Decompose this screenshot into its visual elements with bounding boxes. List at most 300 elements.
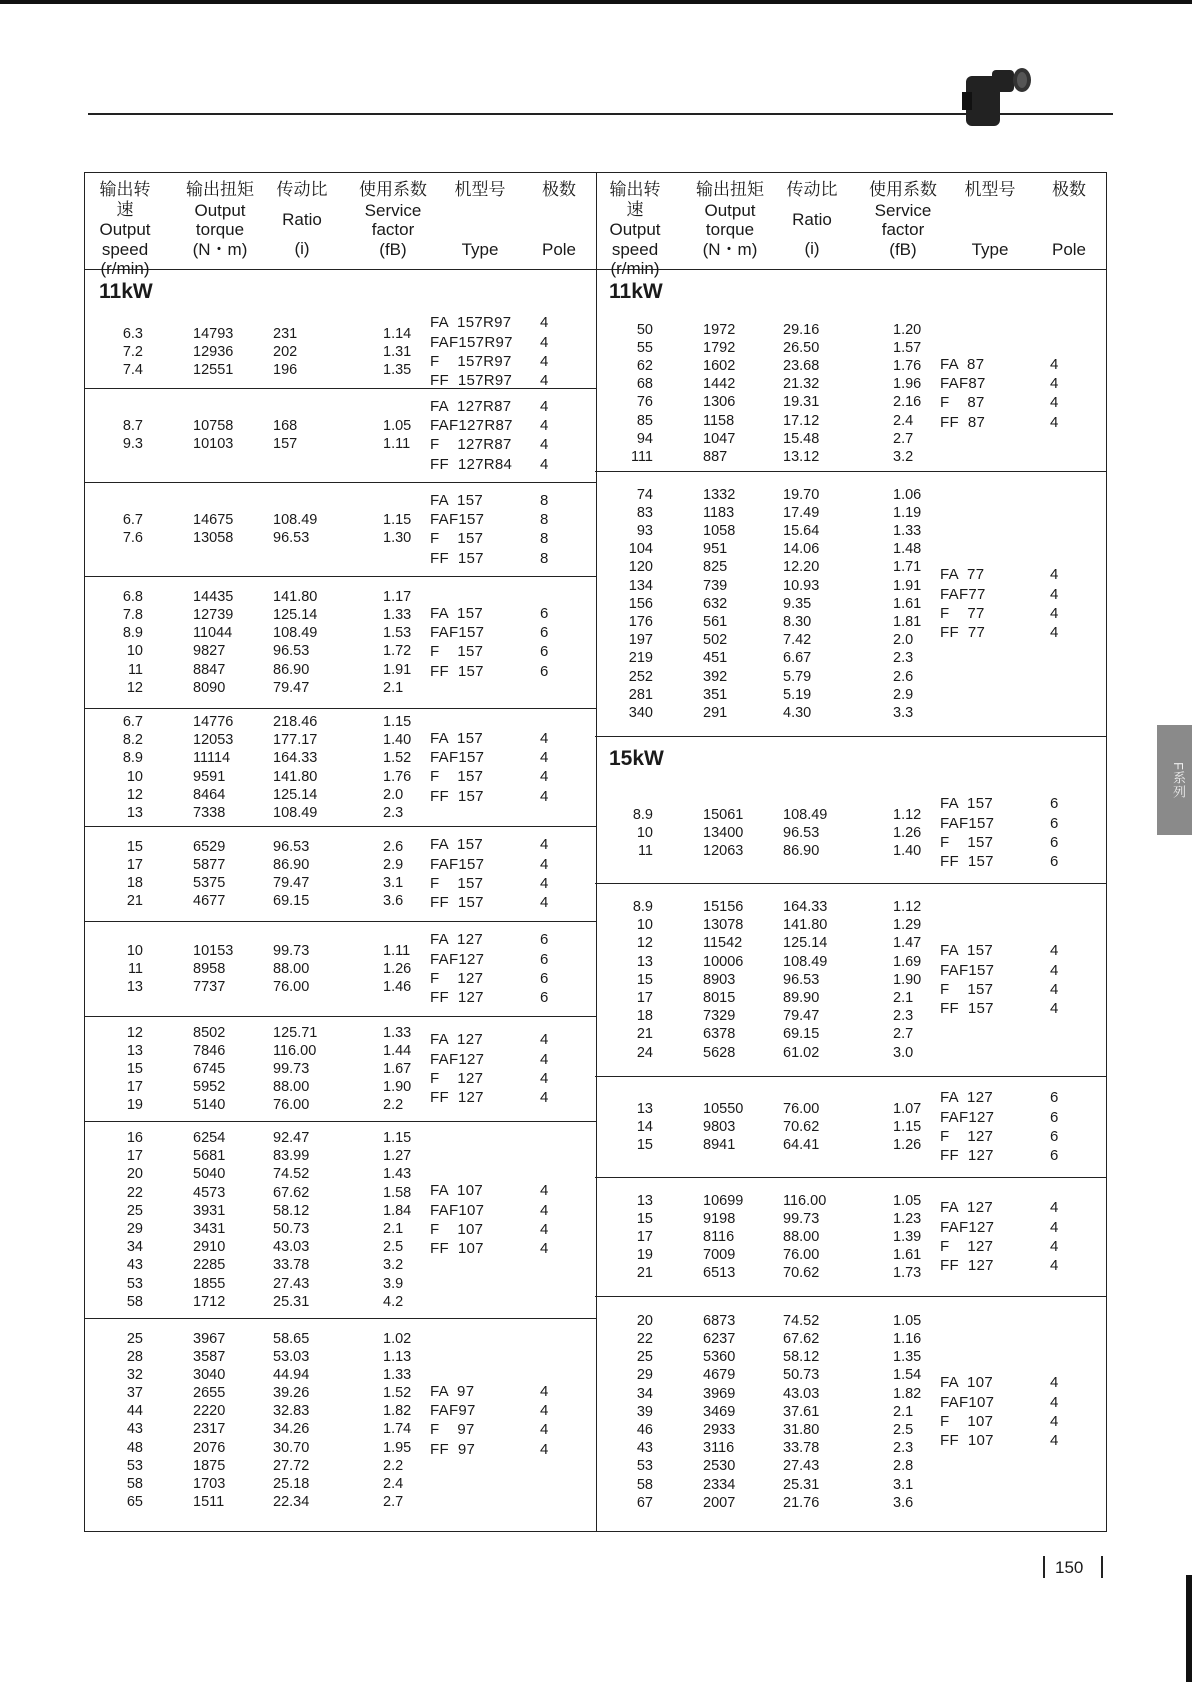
pole-count: 4 [1050, 624, 1059, 642]
header-pole-en: Pole [1051, 239, 1087, 259]
header-ratio [275, 181, 329, 259]
type-row [940, 1198, 1100, 1217]
model-type: FA 157 [430, 604, 483, 622]
ratio-value: 108.49 [783, 953, 828, 970]
speed-value: 37 [126, 1385, 143, 1402]
speed-value: 46 [636, 1422, 653, 1439]
service-factor-value: 2.0 [893, 632, 914, 649]
service-factor-value: 2.3 [383, 804, 404, 821]
type-row [940, 393, 1100, 412]
torque-value: 14793 [193, 325, 234, 342]
ratio-value: 13.12 [783, 449, 820, 465]
service-factor-value: 1.33 [383, 1024, 412, 1041]
speed-value: 7.2 [122, 343, 143, 360]
table-row [595, 339, 935, 357]
ratio-value: 231 [273, 325, 298, 342]
speed-value: 43 [126, 1257, 143, 1274]
speed-value: 44 [126, 1403, 143, 1420]
torque-value: 2910 [193, 1239, 226, 1256]
ratio-value: 58.65 [273, 1330, 310, 1347]
torque-value: 632 [703, 595, 728, 612]
service-factor-value: 2.3 [893, 650, 914, 667]
header-pole [533, 181, 585, 259]
table-row [595, 613, 935, 631]
header-type-cn: 机型号 [454, 180, 506, 200]
table-row [85, 435, 425, 453]
torque-value: 10699 [703, 1192, 744, 1209]
power-label: 15kW [609, 747, 664, 770]
torque-value: 13400 [703, 824, 744, 841]
table-row [595, 1264, 935, 1282]
service-factor-value: 3.1 [383, 874, 404, 891]
service-factor-value: 1.58 [383, 1184, 412, 1201]
service-factor-value: 1.61 [893, 1247, 922, 1264]
service-factor-value: 1.53 [383, 625, 412, 642]
ratio-value: 86.90 [783, 843, 820, 860]
service-factor-value: 1.74 [383, 1421, 412, 1438]
section-tab-label: F系列 [1171, 761, 1186, 799]
table-row [85, 804, 425, 822]
torque-value: 2530 [703, 1458, 736, 1475]
table-row [595, 1348, 935, 1366]
torque-value: 3587 [193, 1348, 226, 1365]
ratio-value: 70.62 [783, 1265, 820, 1282]
type-row [940, 794, 1100, 813]
model-type: FAF127 [430, 1050, 485, 1068]
model-type: F 77 [940, 604, 985, 622]
speed-value: 7.8 [122, 607, 143, 624]
model-type: FF 127 [940, 1257, 994, 1275]
pole-count: 8 [540, 549, 549, 567]
table-row [85, 892, 425, 910]
table-row [85, 417, 425, 435]
torque-value: 5952 [193, 1079, 226, 1096]
table-row [595, 704, 935, 722]
table-row [595, 558, 935, 576]
data-rows [595, 321, 935, 467]
model-type: FF 107 [430, 1240, 484, 1258]
service-factor-value: 1.26 [893, 824, 922, 841]
torque-value: 451 [703, 650, 728, 667]
model-type: FA 157 [430, 836, 483, 854]
service-factor-value: 1.20 [893, 321, 922, 338]
header-type [955, 181, 1025, 259]
table-row [85, 661, 425, 679]
ratio-value: 76.00 [273, 1097, 310, 1114]
speed-value: 65 [126, 1494, 143, 1511]
model-type: FA 157 [430, 729, 483, 747]
speed-value: 32 [126, 1366, 143, 1383]
torque-value: 1306 [703, 394, 736, 411]
service-factor-value: 3.2 [893, 449, 914, 465]
torque-value: 7329 [703, 1008, 736, 1025]
ratio-value: 67.62 [273, 1184, 310, 1201]
speed-value: 252 [628, 668, 653, 685]
torque-value: 739 [703, 577, 728, 594]
type-row [940, 1412, 1100, 1431]
model-type: F 107 [430, 1220, 484, 1238]
motor-group [595, 270, 1106, 472]
speed-value: 7.6 [122, 530, 143, 547]
service-factor-value: 1.17 [383, 588, 412, 605]
ratio-value: 8.30 [783, 614, 812, 630]
header-torque [695, 181, 765, 259]
pole-count: 4 [540, 436, 549, 454]
torque-value: 3116 [703, 1440, 735, 1457]
ratio-value: 125.14 [273, 607, 318, 624]
torque-value: 7338 [193, 804, 226, 821]
pole-count: 8 [540, 511, 549, 529]
service-factor-value: 1.90 [893, 971, 922, 988]
type-list [430, 930, 590, 1007]
pole-count: 4 [1050, 980, 1059, 998]
service-factor-value: 1.05 [383, 418, 412, 435]
service-factor-value: 1.82 [383, 1403, 412, 1420]
type-row [430, 1201, 590, 1220]
table-row [85, 1238, 425, 1256]
type-row [430, 1220, 590, 1239]
torque-value: 6745 [193, 1060, 226, 1077]
power-label: 11kW [609, 280, 663, 303]
header-ratio-unit: (i) [804, 239, 820, 258]
pole-count: 4 [540, 1089, 549, 1107]
speed-value: 50 [636, 321, 653, 338]
torque-value: 2334 [703, 1476, 736, 1493]
service-factor-value: 1.48 [893, 541, 922, 558]
speed-value: 9.3 [122, 436, 143, 453]
torque-value: 8941 [703, 1137, 736, 1154]
ratio-value: 86.90 [273, 661, 310, 678]
torque-value: 502 [703, 632, 728, 649]
service-factor-value: 1.81 [893, 614, 922, 630]
service-factor-value: 1.12 [893, 899, 922, 916]
ratio-value: 168 [273, 418, 298, 435]
service-factor-value: 2.0 [383, 786, 404, 803]
speed-value: 55 [636, 339, 653, 356]
torque-value: 5040 [193, 1166, 226, 1183]
torque-value: 825 [703, 559, 728, 576]
table-row [595, 1476, 935, 1494]
type-row [940, 1127, 1100, 1146]
torque-value: 1602 [703, 358, 736, 375]
header-fb [355, 181, 431, 259]
speed-value: 10 [636, 824, 653, 841]
type-row [430, 1088, 590, 1107]
motor-group [595, 737, 1106, 884]
table-row [595, 393, 935, 411]
pole-count: 4 [1050, 1412, 1059, 1430]
service-factor-value: 1.19 [893, 504, 922, 521]
table-row [595, 412, 935, 430]
ratio-value: 125.14 [273, 786, 318, 803]
ratio-value: 88.00 [273, 1079, 310, 1096]
pole-count: 4 [540, 1069, 549, 1087]
table-row [85, 960, 425, 978]
torque-value: 14435 [193, 588, 234, 605]
type-row [430, 333, 590, 352]
model-type: FA 157 [940, 795, 993, 813]
table-row [85, 1366, 425, 1384]
service-factor-value: 1.71 [893, 559, 922, 576]
model-type: FA 127 [940, 1199, 993, 1217]
type-list [430, 1030, 590, 1107]
torque-value: 12053 [193, 732, 234, 749]
table-row [595, 1385, 935, 1403]
torque-value: 12551 [193, 362, 234, 379]
speed-value: 39 [636, 1403, 653, 1420]
page-number-rule [1043, 1556, 1045, 1578]
torque-value: 14776 [193, 714, 234, 730]
ratio-value: 89.90 [783, 990, 820, 1007]
table-row [595, 1366, 935, 1384]
speed-value: 13 [636, 1192, 653, 1209]
service-factor-value: 2.2 [383, 1457, 404, 1474]
type-list [430, 729, 590, 806]
type-row [430, 352, 590, 371]
pole-count: 4 [540, 749, 549, 767]
model-type: FF 77 [940, 624, 986, 642]
type-row [430, 491, 590, 510]
ratio-value: 141.80 [783, 917, 828, 934]
model-type: FAF127R87 [430, 417, 513, 435]
table-row [85, 1384, 425, 1402]
type-list [430, 604, 590, 681]
data-rows [85, 325, 425, 380]
table-row [85, 1293, 425, 1311]
speed-value: 6.7 [122, 512, 143, 529]
pole-count: 4 [540, 855, 549, 873]
type-row [430, 787, 590, 806]
pole-count: 6 [1050, 795, 1059, 813]
table-row [85, 731, 425, 749]
data-rows [595, 486, 935, 722]
ratio-value: 50.73 [783, 1367, 820, 1384]
ratio-value: 43.03 [783, 1385, 820, 1402]
speed-value: 17 [636, 990, 653, 1007]
type-row [430, 1401, 590, 1420]
speed-value: 94 [636, 430, 653, 447]
service-factor-value: 2.1 [893, 1403, 914, 1420]
header-torque-en1: Output [704, 200, 756, 220]
type-list [430, 313, 590, 390]
type-row [430, 313, 590, 332]
service-factor-value: 1.13 [383, 1348, 412, 1365]
pole-count: 4 [540, 1402, 549, 1420]
speed-value: 15 [126, 838, 143, 855]
speed-value: 104 [628, 541, 653, 558]
speed-value: 8.9 [122, 625, 143, 642]
data-rows [595, 1192, 935, 1283]
torque-value: 3040 [193, 1366, 226, 1383]
table-row [595, 668, 935, 686]
speed-value: 43 [126, 1421, 143, 1438]
torque-value: 1047 [703, 430, 736, 447]
torque-value: 1442 [703, 376, 736, 393]
service-factor-value: 3.2 [383, 1257, 404, 1274]
type-row [430, 893, 590, 912]
speed-value: 10 [636, 917, 653, 934]
header-type-cn: 机型号 [964, 180, 1016, 200]
table-row [595, 486, 935, 504]
pole-count: 4 [1050, 566, 1059, 584]
ratio-value: 33.78 [783, 1440, 820, 1457]
service-factor-value: 1.43 [383, 1166, 412, 1183]
ratio-value: 67.62 [783, 1331, 820, 1348]
ratio-value: 27.43 [273, 1275, 310, 1292]
service-factor-value: 1.52 [383, 750, 412, 767]
ratio-value: 4.30 [783, 704, 812, 721]
service-factor-value: 1.39 [893, 1228, 922, 1245]
pole-count: 4 [1050, 394, 1059, 412]
ratio-value: 5.79 [783, 668, 812, 685]
type-row [430, 435, 590, 454]
table-row [85, 1348, 425, 1366]
ratio-value: 70.62 [783, 1118, 820, 1135]
type-list [940, 565, 1100, 642]
motor-group [85, 1017, 596, 1122]
speed-value: 340 [628, 704, 653, 721]
header-ratio-cn: 传动比 [276, 180, 328, 200]
torque-value: 3969 [703, 1385, 736, 1402]
speed-value: 15 [126, 1060, 143, 1077]
pole-count: 6 [540, 604, 549, 622]
ratio-value: 5.19 [783, 686, 812, 703]
motor-group [595, 472, 1106, 737]
speed-value: 34 [126, 1239, 143, 1256]
service-factor-value: 2.9 [893, 686, 914, 703]
ratio-value: 25.18 [273, 1476, 310, 1492]
table-row [595, 898, 935, 916]
table-row [85, 1078, 425, 1096]
model-type: FF 97 [430, 1440, 476, 1458]
service-factor-value: 4.2 [383, 1293, 404, 1310]
ratio-value: 17.12 [783, 412, 820, 429]
table-row [85, 511, 425, 529]
ratio-value: 53.03 [273, 1348, 310, 1365]
speed-value: 17 [126, 1148, 143, 1165]
speed-value: 53 [126, 1457, 143, 1474]
torque-value: 4677 [193, 893, 226, 910]
table-row [85, 529, 425, 547]
model-type: FF 157 [430, 894, 484, 912]
service-factor-value: 2.6 [383, 838, 404, 855]
service-factor-value: 1.16 [893, 1331, 922, 1348]
torque-value: 9803 [703, 1118, 736, 1135]
pole-count: 6 [1050, 853, 1059, 871]
type-row [430, 1239, 590, 1258]
ratio-value: 108.49 [783, 806, 828, 823]
model-type: F 127 [940, 1127, 994, 1145]
service-factor-value: 1.54 [893, 1367, 922, 1384]
torque-value: 8903 [703, 971, 736, 988]
speed-value: 13 [126, 804, 143, 821]
ratio-value: 116.00 [783, 1192, 827, 1209]
model-type: F 157 [430, 530, 484, 548]
ratio-value: 164.33 [273, 750, 318, 767]
torque-value: 8958 [193, 960, 226, 977]
ratio-value: 30.70 [273, 1439, 310, 1456]
pole-count: 4 [540, 314, 549, 332]
model-type: FF 157R97 [430, 372, 513, 390]
header-speed-cn: 输出转速 [99, 180, 151, 220]
pole-count: 4 [1050, 1432, 1059, 1450]
model-type: FF 157 [430, 662, 484, 680]
table-row [85, 1402, 425, 1420]
model-type: FF 87 [940, 413, 986, 431]
model-type: F 157 [940, 833, 994, 851]
service-factor-value: 3.1 [893, 1476, 914, 1493]
speed-value: 43 [636, 1440, 653, 1457]
pole-count: 4 [540, 1050, 549, 1068]
ratio-value: 99.73 [783, 1210, 820, 1227]
table-header [85, 173, 596, 278]
model-type: F 157 [940, 980, 994, 998]
header-fb-en2: factor [881, 220, 925, 239]
header-speed-en2: speed [101, 239, 149, 259]
speed-value: 20 [126, 1166, 143, 1183]
model-type: FAF157R97 [430, 333, 513, 351]
type-row [940, 374, 1100, 393]
torque-value: 9198 [703, 1210, 736, 1227]
data-rows [85, 838, 425, 911]
service-factor-value: 1.44 [383, 1042, 412, 1059]
service-factor-value: 2.1 [893, 990, 914, 1007]
table-row [85, 1165, 425, 1183]
ratio-value: 76.00 [783, 1247, 820, 1264]
table-row [85, 361, 425, 379]
service-factor-value: 1.46 [383, 979, 412, 996]
ratio-value: 14.06 [783, 541, 820, 558]
ratio-value: 10.93 [783, 577, 820, 594]
motor-group [85, 577, 596, 709]
pole-count: 4 [540, 1031, 549, 1049]
table-row [85, 588, 425, 606]
torque-value: 5681 [193, 1148, 226, 1165]
service-factor-value: 1.06 [893, 486, 922, 503]
type-row [430, 1420, 590, 1439]
header-speed-unit: (r/min) [100, 259, 150, 278]
table-row [595, 357, 935, 375]
service-factor-value: 2.1 [383, 679, 404, 696]
table-row [595, 522, 935, 540]
data-rows [595, 1100, 935, 1155]
service-factor-value: 2.3 [893, 1008, 914, 1025]
ratio-value: 15.64 [783, 523, 820, 540]
model-type: FAF157 [430, 855, 485, 873]
type-row [940, 1108, 1100, 1127]
torque-value: 1712 [193, 1293, 226, 1310]
speed-value: 62 [636, 358, 653, 375]
pole-count: 4 [540, 417, 549, 435]
table-row [595, 321, 935, 339]
pole-count: 4 [1050, 413, 1059, 431]
type-row [430, 767, 590, 786]
speed-value: 58 [636, 1476, 653, 1493]
header-torque-cn: 输出扭矩 [186, 180, 254, 200]
table-row [595, 375, 935, 393]
torque-value: 11114 [193, 750, 231, 767]
scan-edge [1186, 1575, 1192, 1682]
type-row [430, 662, 590, 681]
model-type: FAF87 [940, 375, 986, 393]
table-row [595, 1246, 935, 1264]
table-row [85, 1129, 425, 1147]
table-row [595, 1330, 935, 1348]
speed-value: 12 [126, 679, 143, 696]
table-row [595, 540, 935, 558]
type-row [430, 835, 590, 854]
pole-count: 4 [1050, 1199, 1059, 1217]
